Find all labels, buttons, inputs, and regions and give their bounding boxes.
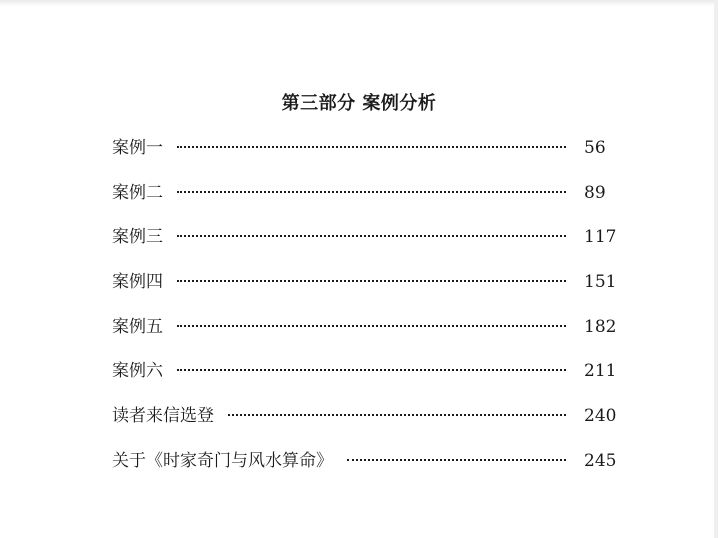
toc-entry-label: 读者来信选登 (112, 406, 214, 427)
toc-entry-label: 案例六 (112, 361, 163, 382)
toc-entry (112, 267, 617, 312)
toc-entry-label: 案例三 (112, 227, 163, 248)
toc-entry-label: 案例四 (112, 272, 163, 293)
toc-entry-page: 89 (584, 182, 606, 203)
toc-entry (112, 446, 617, 491)
toc-entry (112, 133, 614, 178)
toc-entry-page: 182 (584, 316, 617, 337)
dot-leader (177, 235, 566, 237)
toc-entry-label: 关于《时家奇门与风水算命》 (112, 450, 333, 471)
table-of-contents (112, 133, 617, 491)
toc-entry-label: 案例二 (112, 182, 163, 203)
dot-leader (177, 146, 566, 148)
toc-entry (112, 356, 617, 401)
toc-entry-page: 240 (584, 406, 617, 427)
toc-entry-page: 151 (584, 272, 617, 293)
toc-entry-label: 案例五 (112, 316, 163, 337)
dot-leader (177, 191, 566, 193)
toc-entry-label: 案例一 (112, 138, 163, 158)
page-top-edge (0, 0, 718, 6)
dot-leader (177, 369, 566, 371)
toc-entry-page: 245 (584, 450, 617, 471)
toc-entry (112, 222, 617, 267)
section-title: 第三部分 案例分析 (281, 93, 437, 114)
toc-entry (112, 312, 617, 357)
toc-entry (112, 178, 614, 223)
dot-leader (347, 459, 566, 461)
toc-entry (112, 401, 617, 446)
dot-leader (177, 280, 566, 282)
toc-entry-page: 117 (584, 227, 617, 248)
toc-entry-page: 56 (584, 138, 606, 158)
dot-leader (177, 325, 566, 327)
dot-leader (228, 414, 566, 416)
page-right-edge (714, 0, 718, 538)
toc-entry-page: 211 (584, 361, 617, 382)
